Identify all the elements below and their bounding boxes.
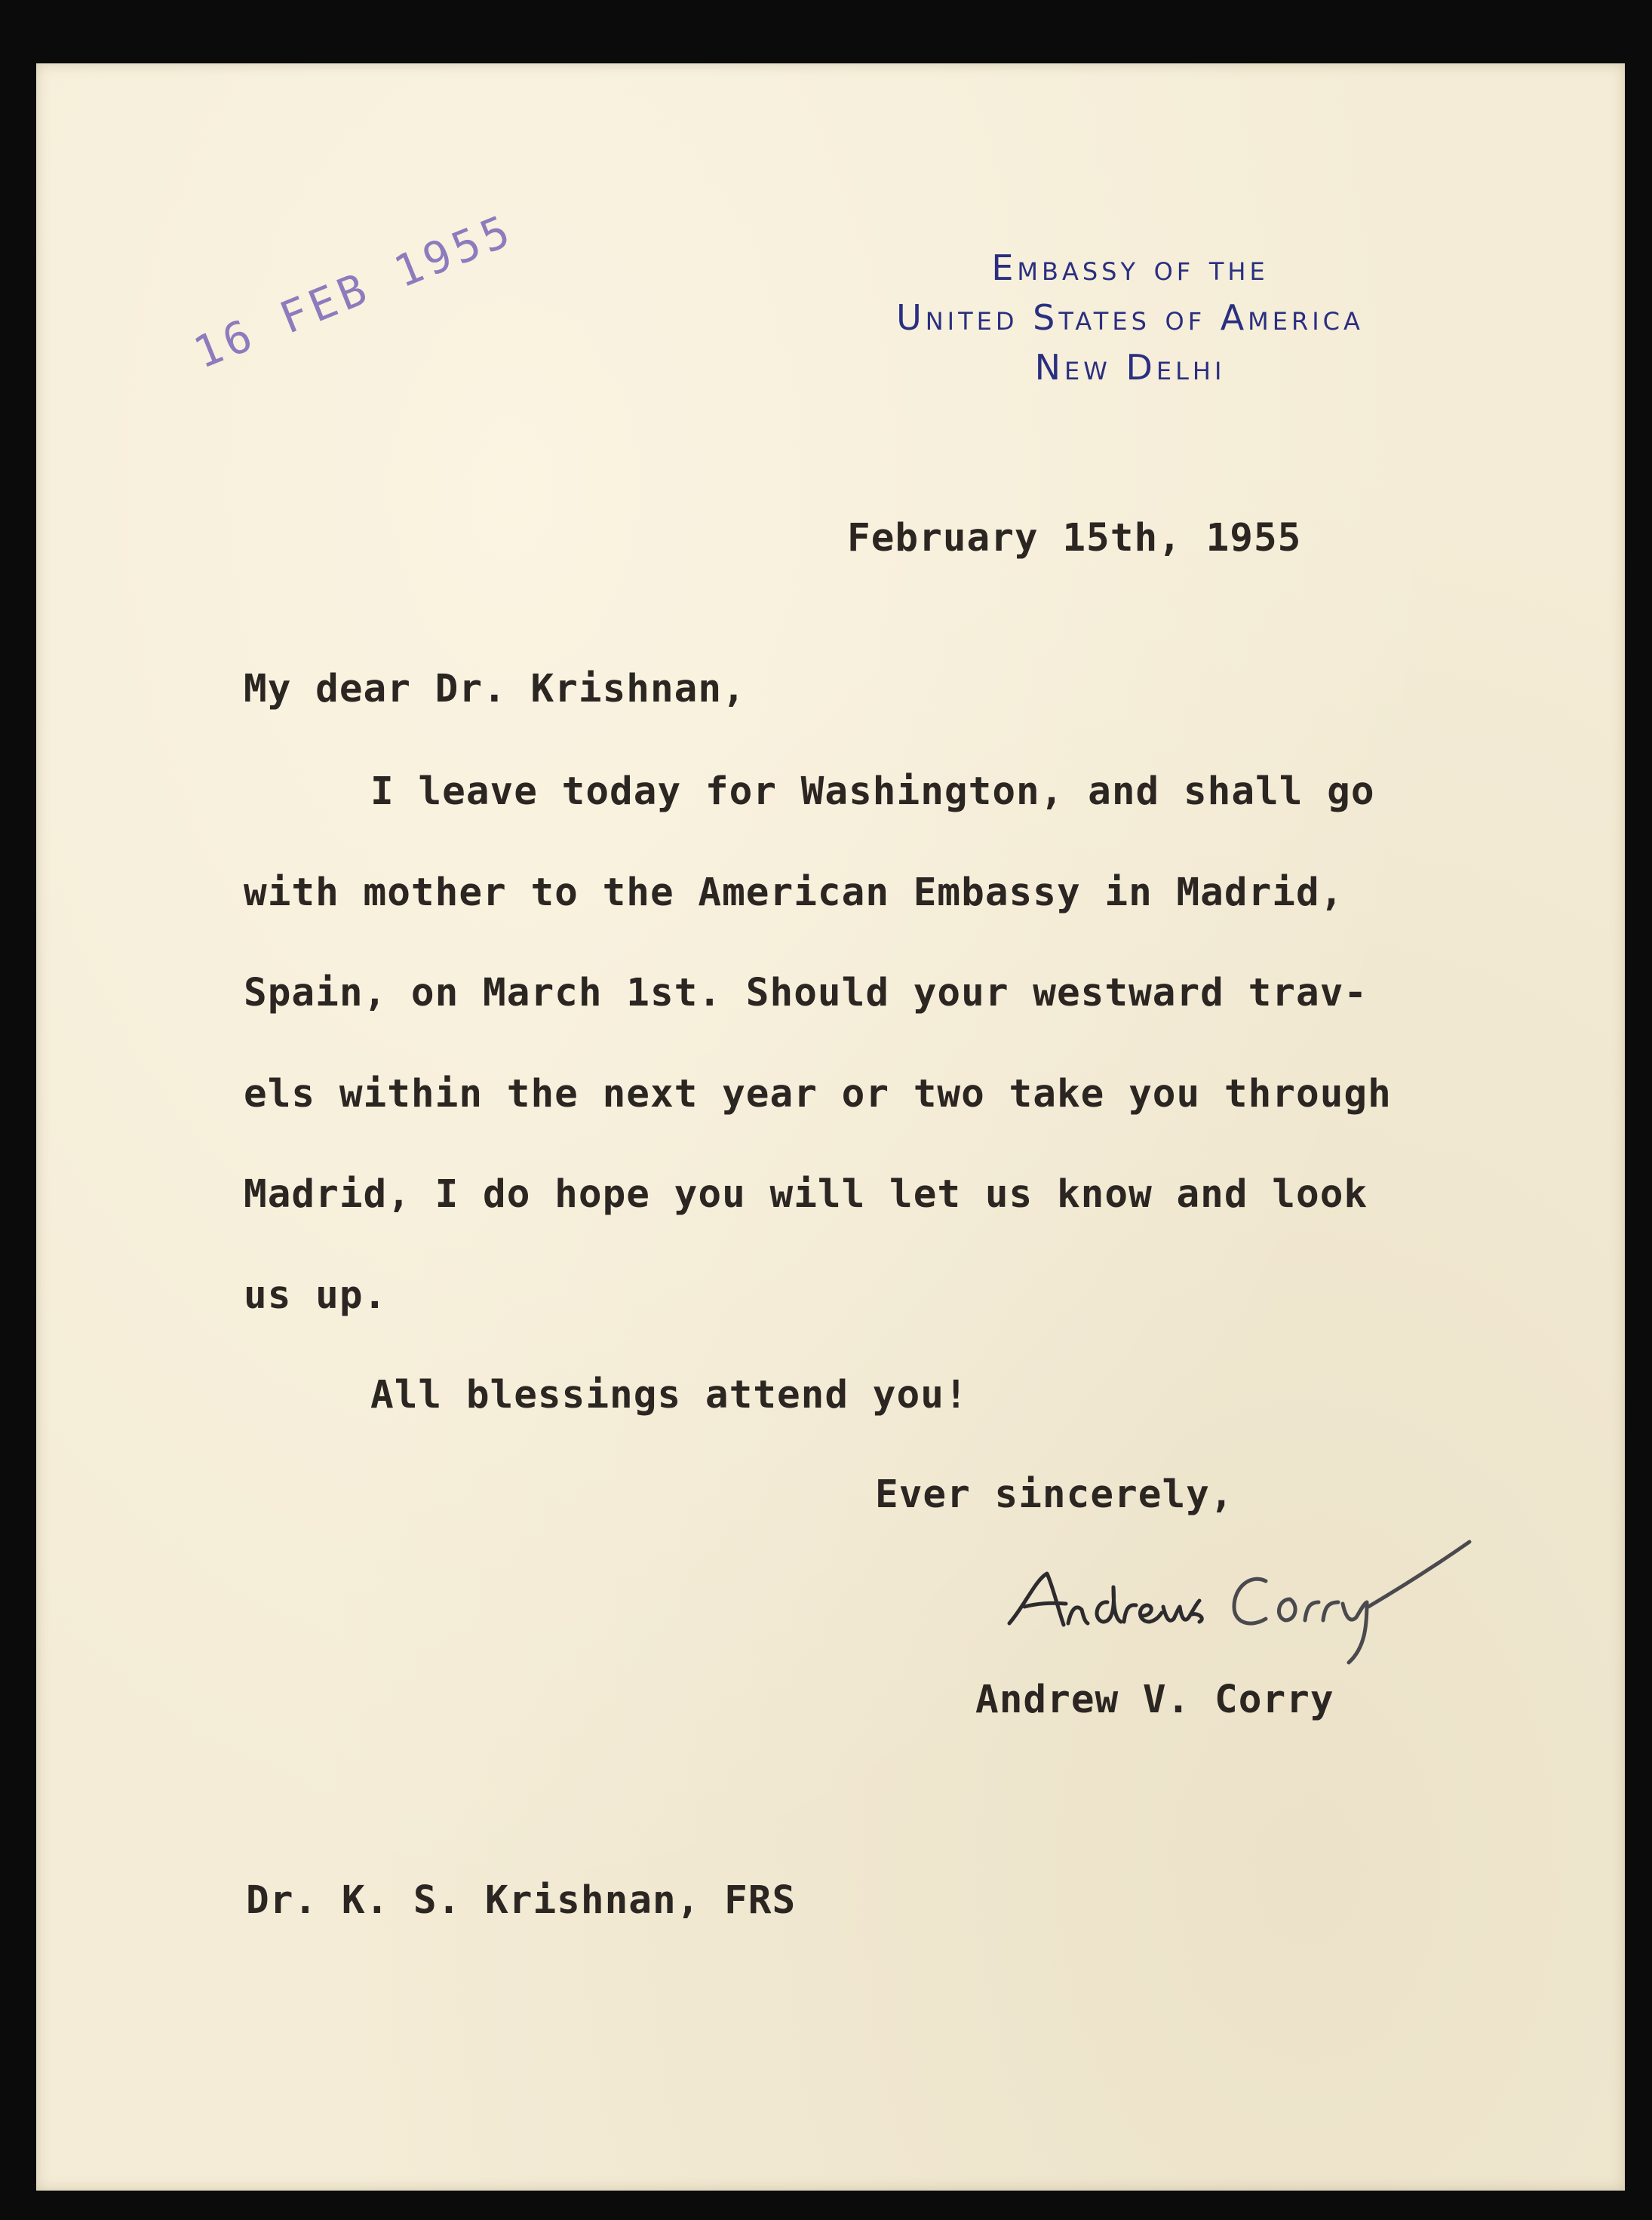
body-line: Madrid, I do hope you will let us know and look [244, 1172, 1368, 1217]
letterhead-line-2: United States of America [896, 297, 1364, 338]
typed-signatory-name: Andrew V. Corry [975, 1678, 1334, 1722]
body-line: us up. [244, 1273, 388, 1318]
letter-date: February 15th, 1955 [847, 516, 1302, 560]
embassy-letterhead [791, 243, 1469, 392]
body-line: with mother to the American Embassy in Madrid, [244, 870, 1344, 915]
paper-sheet [36, 63, 1625, 2191]
letterhead-line-1: Embassy of the [991, 247, 1269, 288]
handwritten-signature [994, 1534, 1492, 1678]
received-date-stamp: 16 FEB 1955 [186, 204, 521, 379]
body-line: Spain, on March 1st. Should your westward trav- [244, 971, 1368, 1015]
blessing-line: All blessings attend you! [370, 1373, 969, 1417]
closing: Ever sincerely, [875, 1472, 1234, 1517]
body-line: els within the next year or two take you through [244, 1072, 1392, 1116]
recipient-address: Dr. K. S. Krishnan, FRS [246, 1878, 797, 1923]
body-line: I leave today for Washington, and shall go [370, 769, 1375, 814]
letterhead-line-3: New Delhi [1034, 347, 1226, 388]
salutation: My dear Dr. Krishnan, [244, 667, 746, 711]
